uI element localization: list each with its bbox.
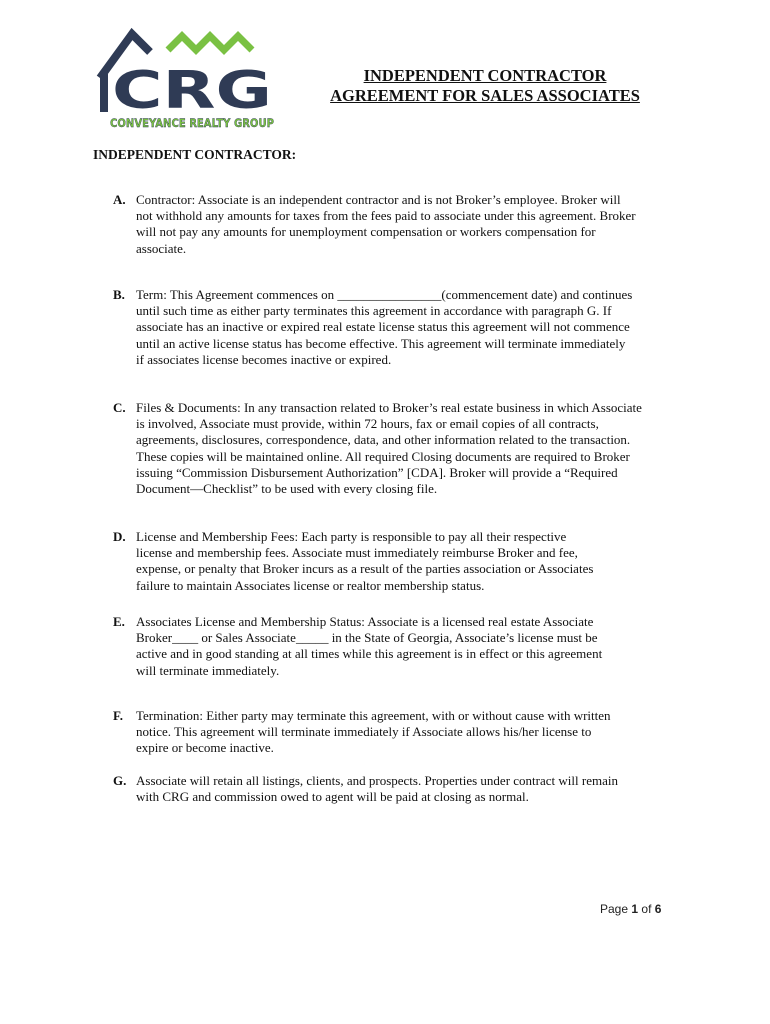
house-logo-icon [92, 28, 278, 132]
page-number: 1 [631, 902, 639, 916]
clause-text: Term: This Agreement commences on ________________(commencement date) and continues until such time as either party terminates this agreement in accordance with paragraph G. If associate has an inactive or expired real estate license status this agreement will not commence until an active license status has become effective. This agreement will terminate immediately if associates license becomes inactive or expired. [136, 287, 633, 367]
clause-text: Termination: Either party may terminate this agreement, with or without cause with written notice. This agreement will terminate immediately if Associate allows his/her license to expire or become inactive. [136, 708, 611, 756]
clause-c [113, 400, 683, 497]
clause-letter: G. [113, 773, 127, 788]
clause-f [113, 708, 683, 757]
clause-d [113, 529, 683, 594]
clause-e [113, 614, 683, 679]
title-line-1: INDEPENDENT CONTRACTOR [363, 66, 607, 85]
clause-text: Files & Documents: In any transaction related to Broker’s real estate business in which Associate is involved, Associate must provide, within 72 hours, fax or email copies of all contracts, agreements, disclosures, correspondence, data, and other information related to the transaction. These copies will be maintained online. All required Closing documents are required to Broker issuing “Commission Disbursement Authorization” [CDA]. Broker will provide a “Required Document—Checklist” to be used with every closing file. [136, 400, 642, 497]
clause-text: Contractor: Associate is an independent contractor and is not Broker’s employee. Broker will not withhold any amounts for taxes from the fees paid to associate under this agreement. Broker will not pay any amounts for unemployment compensation or workers compensation for associate. [136, 192, 636, 256]
crg-logo [92, 28, 278, 132]
clause-letter: B. [113, 287, 125, 302]
clause-letter: E. [113, 614, 125, 629]
clause-text: Associate will retain all listings, clients, and prospects. Properties under contract will remain with CRG and commission owed to agent will be paid at closing as normal. [136, 773, 618, 805]
of-label: of [641, 902, 652, 916]
logo-letters: CRG [112, 61, 272, 121]
page-label: Page [600, 902, 629, 916]
document-title [300, 66, 670, 106]
clause-letter: C. [113, 400, 126, 415]
title-line-2: AGREEMENT FOR SALES ASSOCIATES [330, 86, 640, 105]
logo-tagline: CONVEYANCE REALTY GROUP [110, 116, 274, 130]
clause-b [113, 287, 683, 368]
page-total: 6 [654, 902, 662, 916]
clause-letter: D. [113, 529, 126, 544]
clause-text: Associates License and Membership Status: Associate is a licensed real estate Associate Broker____ or Sales Associate_____ in the State of Georgia, Associate’s license must be active and in good standing at all times while this agreement is in effect or this agreement will terminate immediately. [136, 614, 603, 678]
page-footer [600, 902, 661, 916]
section-heading: INDEPENDENT CONTRACTOR: [93, 147, 297, 162]
clause-letter: A. [113, 192, 126, 207]
clause-text: License and Membership Fees: Each party is responsible to pay all their respective license and membership fees. Associate must immediately reimburse Broker and fee, expense, or penalty that Broker incurs as a result of the parties association or Associates failure to maintain Associates license or realtor membership status. [136, 529, 594, 593]
clause-letter: F. [113, 708, 123, 723]
clause-g [113, 773, 683, 805]
clause-a [113, 192, 683, 257]
